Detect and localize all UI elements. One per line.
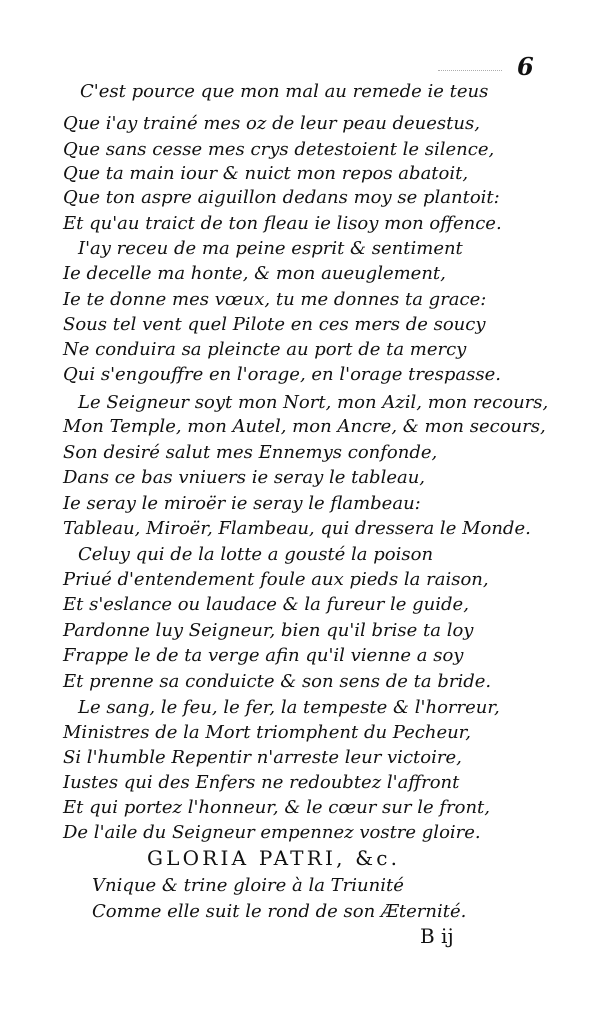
verse-line: Que i'ay trainé mes oz de leur peau deuestus, (63, 113, 480, 134)
verse-line: Et qu'au traict de ton fleau ie lisoy mon offence. (63, 213, 502, 234)
verse-line: Et qui portez l'honneur, & le cœur sur le front, (63, 797, 490, 818)
verse-line: De l'aile du Seigneur empennez vostre gloire. (63, 822, 481, 843)
verse-line: Pardonne luy Seigneur, bien qu'il brise ta loy (63, 620, 474, 641)
verse-line: Celuy qui de la lotte a gousté la poison (78, 544, 434, 565)
verse-line: Que ton aspre aiguillon dedans moy se plantoit: (63, 187, 500, 208)
verse-line: I'ay receu de ma peine esprit & sentiment (78, 238, 463, 259)
verse-line: Iustes qui des Enfers ne redoubtez l'affront (63, 772, 460, 793)
verse-line: Tableau, Miroër, Flambeau, qui dressera le Monde. (63, 518, 531, 539)
verse-line: Dans ce bas vniuers ie seray le tableau, (63, 467, 426, 488)
verse-line: Priué d'entendement foule aux pieds la raison, (63, 569, 489, 590)
doxology-line: Vnique & trine gloire à la Triunité (92, 875, 404, 896)
verse-line: Ie decelle ma honte, & mon aueuglement, (63, 263, 446, 284)
verse-line: Ie seray le miroër ie seray le flambeau: (63, 493, 421, 514)
verse-line: Ministres de la Mort triomphent du Pecheur, (63, 722, 472, 743)
signature-mark: B ij (420, 924, 454, 948)
page-number: 6 (517, 52, 534, 81)
verse-line: Son desiré salut mes Ennemys confonde, (63, 442, 438, 463)
verse-line: Que ta main iour & nuict mon repos abatoit, (63, 163, 469, 184)
verse-line: Qui s'engouffre en l'orage, en l'orage trespasse. (63, 364, 501, 385)
verse-line: Ie te donne mes vœux, tu me donnes ta grace: (63, 289, 487, 310)
verse-line: Si l'humble Repentir n'arreste leur victoire, (63, 747, 462, 768)
verse-line: Le Seigneur soyt mon Nort, mon Azil, mon recours, (78, 392, 549, 413)
verse-line: Et s'eslance ou laudace & la fureur le guide, (63, 594, 469, 615)
verse-line: Mon Temple, mon Autel, mon Ancre, & mon secours, (63, 416, 546, 437)
verse-line: Frappe le de ta verge afin qu'il vienne a soy (63, 645, 464, 666)
verse-line: Sous tel vent quel Pilote en ces mers de soucy (63, 314, 486, 335)
doxology-line: Comme elle suit le rond de son Æternité. (92, 901, 467, 922)
verse-line: Que sans cesse mes crys detestoient le silence, (63, 139, 495, 160)
verse-line: Le sang, le feu, le fer, la tempeste & l'horreur, (78, 697, 500, 718)
gloria-heading: GLORIA PATRI, &c. (147, 846, 401, 870)
verse-line: C'est pource que mon mal au remede ie teus (80, 81, 489, 102)
verse-line: Et prenne sa conduicte & son sens de ta bride. (63, 671, 492, 692)
verse-line: Ne conduira sa pleincte au port de ta mercy (63, 339, 467, 360)
